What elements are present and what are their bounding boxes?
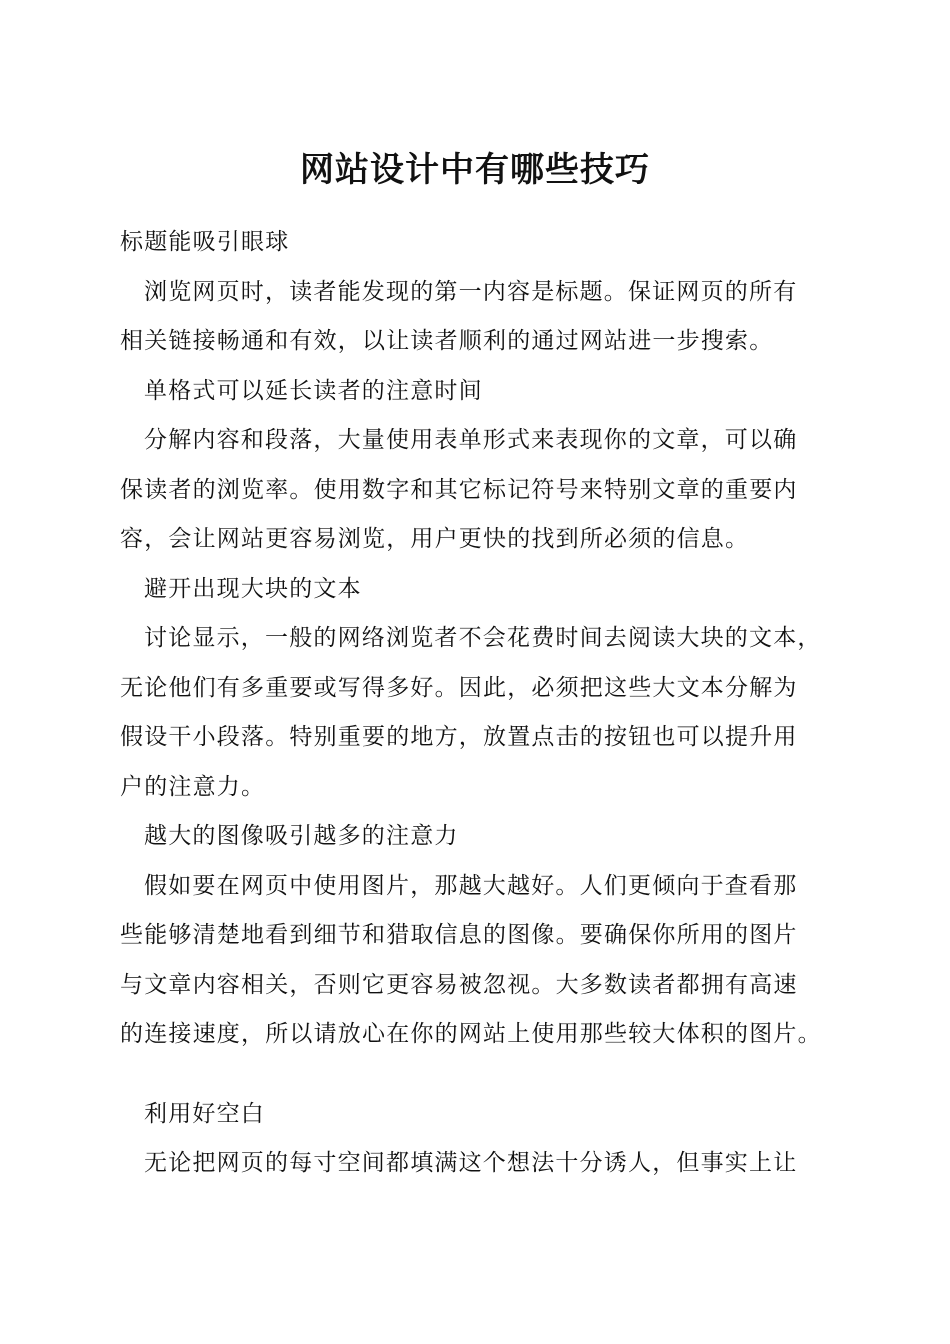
- paragraph-line: 假设干小段落。特别重要的地方，放置点击的按钮也可以提升用: [120, 724, 798, 750]
- section-heading: 标题能吸引眼球: [120, 229, 290, 255]
- paragraph-line: 相关链接畅通和有效，以让读者顺利的通过网站进一步搜索。: [120, 328, 774, 354]
- paragraph-line: 假如要在网页中使用图片，那越大越好。人们更倾向于查看那: [144, 872, 798, 899]
- paragraph-spacer: [120, 1060, 850, 1090]
- section-heading: 单格式可以延长读者的注意时间: [144, 377, 483, 404]
- paragraph-line: 些能够清楚地看到细节和猎取信息的图像。要确保你所用的图片: [120, 922, 798, 948]
- section-heading: 避开出现大块的文本: [144, 575, 362, 602]
- paragraph-line: 容，会让网站更容易浏览，用户更快的找到所必须的信息。: [120, 526, 750, 552]
- section-heading: 越大的图像吸引越多的注意力: [144, 823, 459, 849]
- paragraph-line: 的连接速度，所以请放心在你的网站上使用那些较大体积的图片。: [120, 1021, 822, 1047]
- paragraph-line: 讨论显示，一般的网络浏览者不会花费时间去阅读大块的文本，: [144, 625, 822, 651]
- section-heading: 利用好空白: [144, 1100, 265, 1127]
- paragraph-line: 无论把网页的每寸空间都填满这个想法十分诱人，但事实上让: [144, 1150, 798, 1176]
- document-body: [120, 218, 850, 1189]
- paragraph-line: 保读者的浏览率。使用数字和其它标记符号来特别文章的重要内: [120, 476, 798, 503]
- paragraph-line: 与文章内容相关，否则它更容易被忽视。大多数读者都拥有高速: [120, 971, 798, 998]
- paragraph-line: 户的注意力。: [120, 773, 266, 800]
- paragraph-line: 无论他们有多重要或写得多好。因此，必须把这些大文本分解为: [120, 674, 798, 701]
- document-title: 网站设计中有哪些技巧: [300, 150, 650, 190]
- paragraph-line: 浏览网页时，读者能发现的第一内容是标题。保证网页的所有: [144, 278, 798, 305]
- paragraph-line: 分解内容和段落，大量使用表单形式来表现你的文章，可以确: [144, 427, 798, 453]
